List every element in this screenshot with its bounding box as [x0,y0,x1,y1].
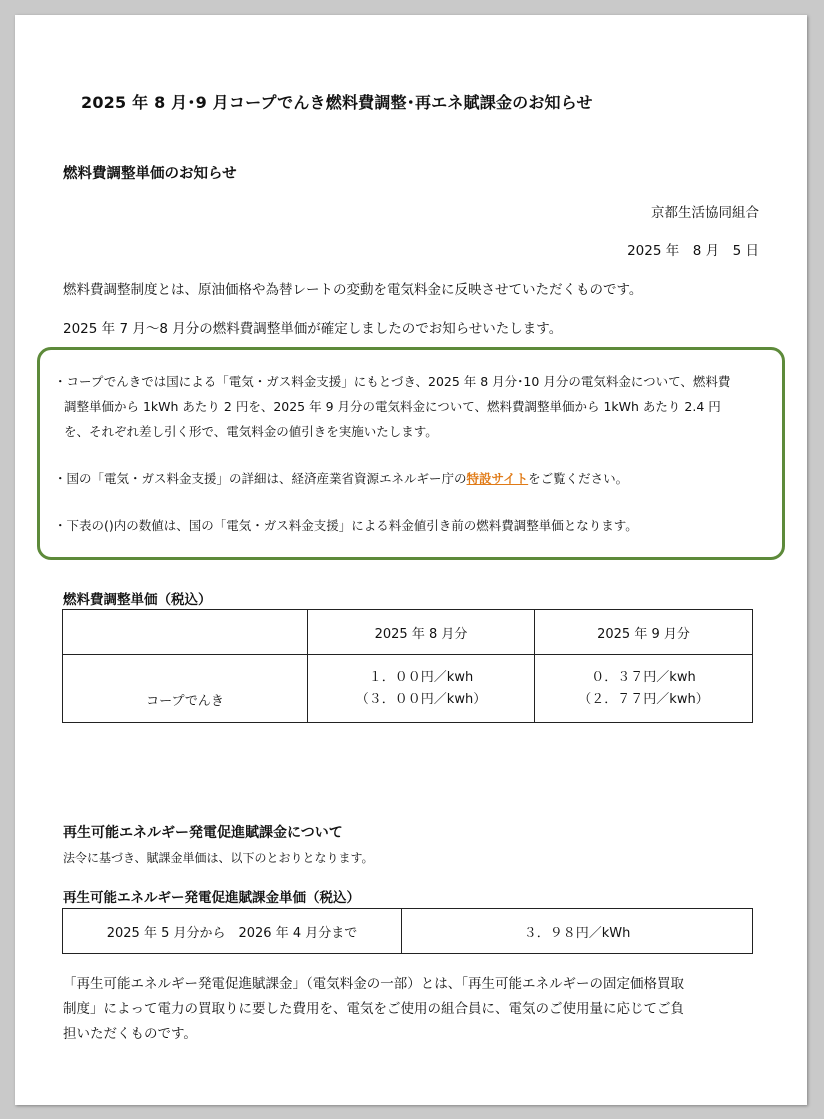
levy-rate: ３．９８円／kWh [402,909,753,954]
page-title: 2025 年 8 月･9 月コープでんき燃料費調整･再エネ賦課金のお知らせ [81,93,593,112]
intro-paragraph-2: 2025 年 7 月～8 月分の燃料費調整単価が確定しましたのでお知らせいたします。 [63,321,563,337]
august-value-cell [308,655,535,723]
august-price-before-discount: （３．００円／kwh） [355,691,487,707]
organization-name: 京都生活協同組合 [651,205,759,221]
notice-bullet-3: ・下表の()内の数値は、国の「電気・ガス料金支援」による料金値引き前の燃料費調整単価となります。 [54,518,638,533]
renewable-levy-heading: 再生可能エネルギー発電促進賦課金について [63,825,343,841]
september-price-before-discount: （２．７７円／kwh） [578,691,709,707]
table-header-empty [63,610,308,655]
september-unit-price: ０．３７円／kwh [591,669,696,685]
table-header-row [63,610,753,655]
renewable-levy-table [62,908,753,954]
renewable-explanation-line-1: 「再生可能エネルギー発電促進賦課金」（電気料金の一部）とは、「再生可能エネルギーの固定価格買取 [63,976,684,992]
renewable-explanation-line-3: 担いただくものです。 [63,1026,197,1042]
levy-period: 2025 年 5 月分から 2026 年 4 月分まで [63,909,402,954]
august-unit-price: １．００円／kwh [368,669,474,685]
notice-bullet-2-suffix: をご覧ください。 [528,471,629,486]
notice-bullet-1-line-2: 調整単価から 1kWh あたり 2 円を、2025 年 9 月分の電気料金について、燃料費調整単価から 1kWh あたり 2.4 円 [64,399,721,414]
renewable-levy-subtext: 法令に基づき、賦課金単価は、以下のとおりとなります。 [63,851,374,865]
notice-bullet-2-text: ・国の「電気・ガス料金支援」の詳細は、経済産業省資源エネルギー庁の [54,471,467,486]
fuel-table-caption: 燃料費調整単価（税込） [63,592,212,608]
special-site-link[interactable]: 特設サイト [466,471,529,486]
subsidy-notice-box [37,347,785,560]
fuel-adjustment-heading: 燃料費調整単価のお知らせ [63,166,237,182]
intro-paragraph-1: 燃料費調整制度とは、原油価格や為替レートの変動を電気料金に反映させていただくものです。 [63,282,643,298]
table-header-august: 2025 年 8 月分 [308,610,535,655]
issue-date: 2025 年 8 月 5 日 [627,243,759,259]
renewable-table-caption: 再生可能エネルギー発電促進賦課金単価（税込） [63,890,360,906]
document-page [15,15,807,1105]
row-label-coop-denki: コープでんき [63,655,308,723]
table-row [63,655,753,723]
renewable-explanation-line-2: 制度」によって電力の買取りに要した費用を、電気をご使用の組合員に、電気のご使用量に応じてご負 [63,1001,684,1017]
notice-bullet-1-line-1: ・コープでんきでは国による「電気・ガス料金支援」にもとづき、2025 年 8 月分･10 月分の電気料金について、燃料費 [54,374,731,389]
fuel-adjustment-table [62,609,753,723]
table-row [63,909,753,954]
table-header-september: 2025 年 9 月分 [535,610,753,655]
notice-bullet-1-line-3: を、それぞれ差し引く形で、電気料金の値引きを実施いたします。 [64,424,438,439]
notice-bullet-2 [54,469,628,487]
september-value-cell [535,655,753,723]
